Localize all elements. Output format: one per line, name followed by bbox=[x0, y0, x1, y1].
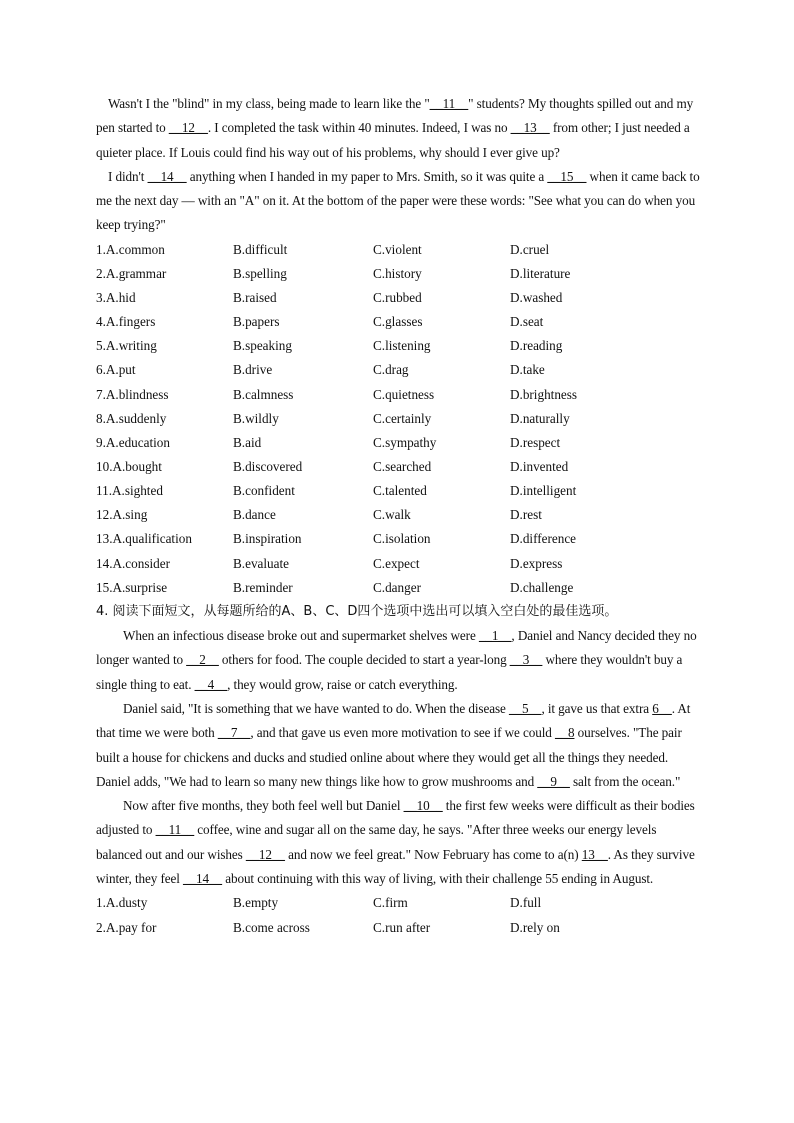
option-a: 8.A.suddenly bbox=[96, 410, 167, 426]
section4-heading: 4. 阅读下面短文，从每题所给的A、B、C、D四个选项中选出可以填入空白处的最佳选项。 bbox=[96, 603, 618, 619]
passage1-paragraph1 bbox=[96, 92, 700, 165]
option-row bbox=[96, 891, 700, 915]
passage-text: where they wouldn't buy a single thing to eat. bbox=[96, 652, 683, 692]
passage-text: salt from the ocean." bbox=[569, 773, 681, 789]
passage-text: Wasn't I the "blind" in my class, being made to learn like the " bbox=[108, 96, 430, 111]
passage2-paragraph2 bbox=[96, 697, 700, 794]
option-b: B.come across bbox=[233, 919, 310, 935]
option-b: B.wildly bbox=[233, 410, 279, 426]
option-d: D.reading bbox=[510, 338, 563, 354]
option-b: B.speaking bbox=[233, 338, 292, 354]
option-row bbox=[96, 576, 700, 600]
answer-blank: __9__ bbox=[537, 773, 570, 789]
passage-text: ourselves. "The pair built a house for chickens and ducks and studied online about where they would get all the things they needed. Daniel adds, "We had to learn so many new things like how to grow mushrooms and bbox=[96, 725, 682, 789]
option-d: D.seat bbox=[510, 314, 544, 330]
option-b: B.empty bbox=[233, 895, 279, 911]
option-d: D.take bbox=[510, 362, 545, 378]
option-row bbox=[96, 286, 700, 310]
passage2-paragraph1 bbox=[96, 624, 700, 697]
passage-text: , it gave us that extra bbox=[541, 700, 653, 716]
option-d: D.naturally bbox=[510, 410, 570, 426]
answer-blank: 13__ bbox=[581, 846, 608, 862]
passage-text: " students? My thoughts spilled out and my pen started to bbox=[96, 96, 694, 136]
passage-text: , Daniel and Nancy decided they no longer wanted to bbox=[96, 628, 697, 668]
passage-text: , they would grow, raise or catch everything. bbox=[227, 676, 458, 692]
option-c: C.history bbox=[373, 265, 422, 281]
option-d: D.brightness bbox=[510, 386, 578, 402]
answer-blank: __14__ bbox=[183, 871, 222, 887]
option-a: 11.A.sighted bbox=[96, 483, 163, 499]
option-c: C.rubbed bbox=[373, 290, 422, 306]
passage-text: . As they survive winter, they feel bbox=[96, 846, 695, 887]
option-row bbox=[96, 479, 700, 503]
option-row bbox=[96, 503, 700, 527]
passage-text: , and that gave us even more motivation to see if we could bbox=[250, 725, 555, 741]
passage-text: about continuing with this way of living, with their challenge 55 ending in August. bbox=[222, 871, 654, 887]
option-a: 3.A.hid bbox=[96, 290, 136, 306]
answer-blank: __15__ bbox=[547, 168, 587, 184]
option-c: C.walk bbox=[373, 507, 411, 523]
option-c: C.isolation bbox=[373, 531, 431, 547]
option-row bbox=[96, 262, 700, 286]
option-row bbox=[96, 383, 700, 407]
answer-blank: __3__ bbox=[509, 652, 543, 668]
answer-blank: 6__ bbox=[652, 700, 672, 716]
option-d: D.cruel bbox=[510, 241, 550, 257]
option-row bbox=[96, 527, 700, 551]
answer-blank: __13__ bbox=[510, 120, 550, 136]
option-c: C.run after bbox=[373, 919, 431, 935]
option-row bbox=[96, 238, 700, 262]
option-a: 10.A.bought bbox=[96, 459, 162, 475]
option-c: C.certainly bbox=[373, 410, 432, 426]
answer-blank: __14__ bbox=[147, 168, 187, 184]
answer-blank: __4__ bbox=[194, 676, 228, 692]
answer-blank: __5__ bbox=[508, 700, 542, 716]
passage-text: When an infectious disease broke out and supermarket shelves were bbox=[123, 628, 479, 644]
passage1-paragraph2 bbox=[96, 165, 700, 238]
option-b: B.discovered bbox=[233, 459, 303, 475]
option-row bbox=[96, 916, 700, 940]
option-b: B.drive bbox=[233, 362, 273, 378]
option-a: 12.A.sing bbox=[96, 507, 148, 523]
answer-blank: __1__ bbox=[478, 628, 512, 644]
passage-text: when it came back to me the next day — with an "A" on it. At the bottom of the paper were these words: "See what you can do when you keep trying?" bbox=[96, 168, 700, 233]
option-d: D.invented bbox=[510, 459, 569, 475]
passage-text: others for food. The couple decided to start a year-long bbox=[218, 652, 510, 668]
passage2-paragraph3 bbox=[96, 794, 700, 891]
option-a: 1.A.common bbox=[96, 241, 165, 257]
option-row bbox=[96, 455, 700, 479]
option-c: C.danger bbox=[373, 579, 421, 595]
option-a: 15.A.surprise bbox=[96, 579, 168, 595]
option-b: B.aid bbox=[233, 434, 262, 450]
answer-blank: __11__ bbox=[429, 96, 469, 111]
option-d: D.full bbox=[510, 895, 542, 911]
passage-text: anything when I handed in my paper to Mrs. Smith, so it was quite a bbox=[186, 168, 548, 184]
answer-blank: __12__ bbox=[245, 846, 285, 862]
option-b: B.spelling bbox=[233, 265, 287, 281]
option-a: 9.A.education bbox=[96, 434, 170, 450]
option-a: 13.A.qualification bbox=[96, 531, 192, 547]
answer-blank: __2__ bbox=[186, 652, 219, 668]
passage-text: Daniel said, "It is something that we have wanted to do. When the disease bbox=[123, 700, 509, 716]
option-b: B.confident bbox=[233, 483, 295, 499]
passage-text: and now we feel great." Now February has come to a(n) bbox=[284, 846, 582, 862]
answer-blank: __8 bbox=[554, 725, 575, 741]
option-a: 14.A.consider bbox=[96, 555, 170, 571]
option-b: B.evaluate bbox=[233, 555, 290, 571]
option-c: C.listening bbox=[373, 338, 431, 354]
passage-text: Now after five months, they both feel well but Daniel bbox=[123, 798, 404, 814]
option-b: B.reminder bbox=[233, 579, 293, 595]
option-d: D.rest bbox=[510, 507, 542, 523]
option-d: D.respect bbox=[510, 434, 561, 450]
passage-text: coffee, wine and sugar all on the same day, he says. "After three weeks our energy levels balanced out and our wishes bbox=[96, 822, 657, 862]
option-b: B.raised bbox=[233, 290, 277, 306]
option-c: C.drag bbox=[373, 362, 409, 378]
option-row bbox=[96, 431, 700, 455]
options-list-2 bbox=[96, 891, 700, 939]
option-d: D.rely on bbox=[510, 919, 560, 935]
option-row bbox=[96, 552, 700, 576]
option-c: C.firm bbox=[373, 895, 408, 911]
option-d: D.express bbox=[510, 555, 563, 571]
option-c: C.glasses bbox=[373, 314, 423, 330]
option-a: 2.A.grammar bbox=[96, 265, 167, 281]
option-c: C.violent bbox=[373, 241, 422, 257]
answer-blank: __10__ bbox=[403, 798, 443, 814]
option-row bbox=[96, 358, 700, 382]
option-c: C.expect bbox=[373, 555, 420, 571]
option-a: 6.A.put bbox=[96, 362, 136, 378]
option-a: 7.A.blindness bbox=[96, 386, 169, 402]
option-b: B.calmness bbox=[233, 386, 294, 402]
option-b: B.papers bbox=[233, 314, 280, 330]
passage-text: I didn't bbox=[108, 168, 148, 184]
option-d: D.intelligent bbox=[510, 483, 577, 499]
passage-text: . I completed the task within 40 minutes. Indeed, I was no bbox=[207, 120, 511, 136]
option-row bbox=[96, 407, 700, 431]
passage-text: the first few weeks were difficult as their bodies adjusted to bbox=[96, 798, 695, 838]
document-page bbox=[96, 92, 700, 940]
answer-blank: __7__ bbox=[217, 725, 251, 741]
option-c: C.quietness bbox=[373, 386, 435, 402]
option-a: 2.A.pay for bbox=[96, 919, 157, 935]
option-b: B.dance bbox=[233, 507, 276, 523]
option-a: 5.A.writing bbox=[96, 338, 157, 354]
option-d: D.challenge bbox=[510, 579, 574, 595]
option-d: D.washed bbox=[510, 290, 563, 306]
passage-text: from other; I just needed a quieter place. If Louis could find his way out of his problems, why should I ever give up? bbox=[96, 120, 690, 160]
option-c: C.talented bbox=[373, 483, 427, 499]
option-d: D.difference bbox=[510, 531, 577, 547]
option-c: C.searched bbox=[373, 459, 432, 475]
option-c: C.sympathy bbox=[373, 434, 437, 450]
option-row bbox=[96, 310, 700, 334]
options-list-1 bbox=[96, 238, 700, 600]
option-b: B.inspiration bbox=[233, 531, 302, 547]
passage-text: . At that time we were both bbox=[96, 700, 691, 741]
option-row bbox=[96, 334, 700, 358]
option-a: 1.A.dusty bbox=[96, 895, 148, 911]
answer-blank: __12__ bbox=[168, 120, 208, 136]
option-a: 4.A.fingers bbox=[96, 314, 156, 330]
answer-blank: __11__ bbox=[155, 822, 195, 838]
option-b: B.difficult bbox=[233, 241, 288, 257]
option-d: D.literature bbox=[510, 265, 571, 281]
